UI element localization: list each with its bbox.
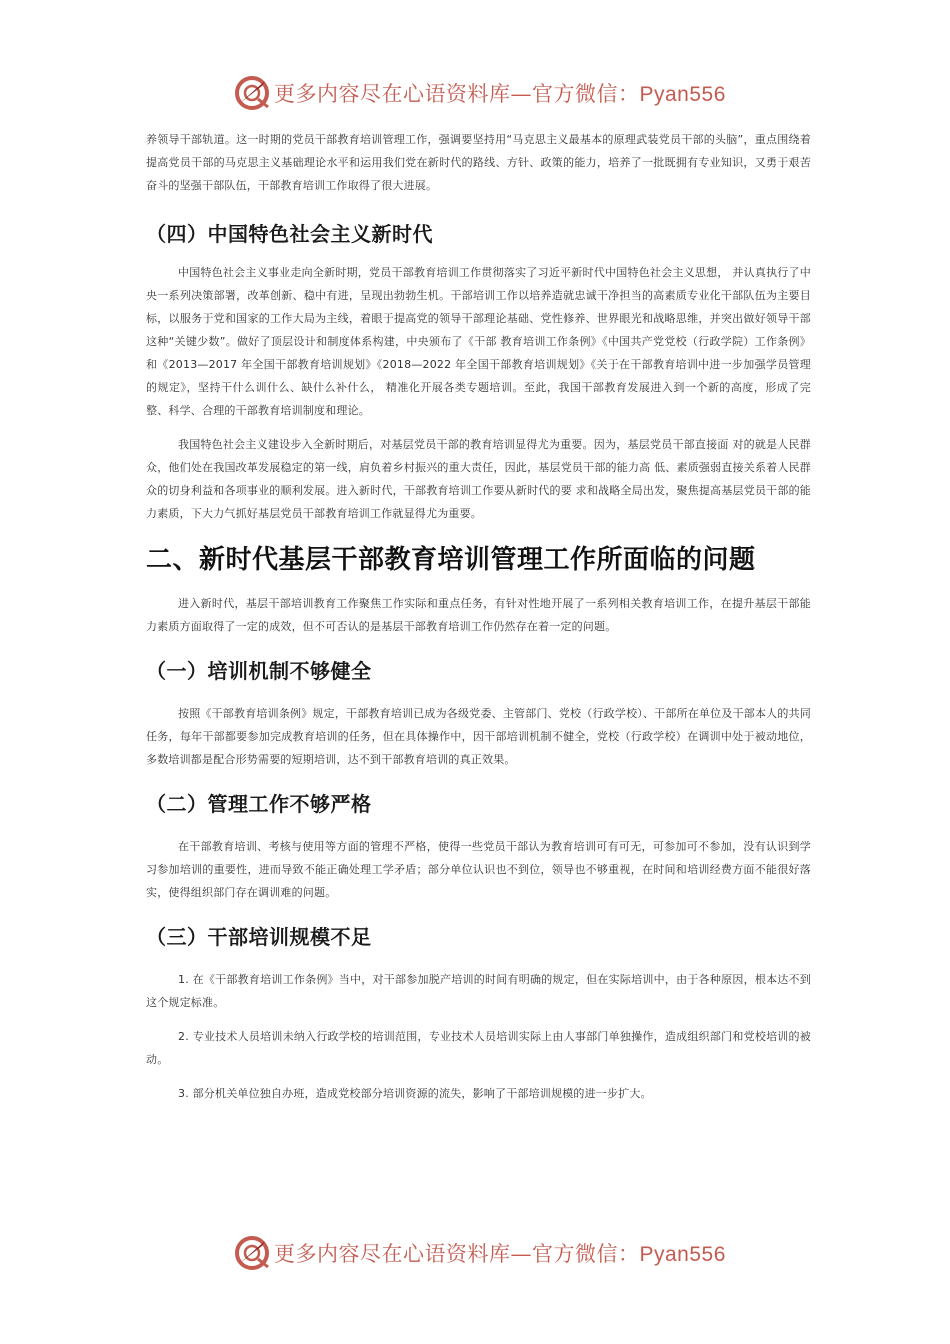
logo-icon [232,73,272,113]
watermark-text: 更多内容尽在心语资料库—官方微信：Pyan556 [274,82,726,106]
section4-paragraph-2: 我国特色社会主义建设步入全新时期后，对基层党员干部的教育培训显得尤为重要。因为，基层党员干部直接面 对的就是人民群众，他们处在我国改革发展稳定的第一线，肩负着乡村振兴的重大责任，因此，基层党员干部的能力高 低、素质强弱直接关系着人民群众的切身利益和各项事业的顺利发展。进入新时代，干部教育培训工作要从新时代的要 求和战略全局出发，聚焦提高基层党员干部的能力素质，下大力气抓好基层党员干部教育培训工作就显得尤为重要。 [146,438,811,520]
subsection2-heading: （二）管理工作不够严格 [146,792,372,816]
subsection2-text: 在干部教育培训、考核与使用等方面的管理不严格，使得一些党员干部认为教育培训可有可无，可参加可不参加，没有认识到学习参加培训的重要性，进而导致不能正确处理工学矛盾；部分单位认识也不到位，领导也不够重视，在时间和培训经费方面不能很好落实，使得组织部门存在调训难的问题。 [146,840,811,899]
watermark-banner-bottom [232,1232,732,1274]
section4-heading: （四）中国特色社会主义新时代 [146,222,433,246]
subsection3-heading: （三）干部培训规模不足 [146,925,372,949]
logo-icon [232,1233,272,1273]
section4-paragraph-1: 中国特色社会主义事业走向全新时期，党员干部教育培训工作贯彻落实了习近平新时代中国特色社会主义思想， 并认真执行了中央一系列决策部署，改革创新、稳中有进，呈现出勃勃生机。干部培训工作以培养造就忠诚干净担当的高素质专业化干部队伍为主要目标，以服务于党和国家的工作大局为主线，着眼于提高党的领导干部理论基础、党性修养、世界眼光和战略思维，并突出做好领导干部这种“关键少数”。做好了顶层设计和制度体系构建，中央颁布了《干部 教育培训工作条例》《中国共产党党校（行政学院）工作条例》和《2013—2017 年全国干部教育培训规划》《2018—2022 年全国干部教育培训规划》《关于在干部教育培训中进一步加强学员管理的规定》，坚持干什么训什么、缺什么补什么， 精准化开展各类专题培训。至此，我国干部教育发展进入到一个新的高度，形成了完整、科学、合理的干部教育培训制度和理论。 [146,266,811,417]
subsection1-heading: （一）培训机制不够健全 [146,659,372,683]
part2-intro: 进入新时代，基层干部培训教育工作聚焦工作实际和重点任务，有针对性地开展了一系列相关教育培训工作，在提升基层干部能力素质方面取得了一定的成效，但不可否认的是基层干部教育培训工作仍然存在着一定的问题。 [146,597,811,633]
intro-paragraph: 养领导干部轨道。这一时期的党员干部教育培训管理工作，强调要坚持用“马克思主义最基本的原理武装党员干部的头脑”，重点围绕着提高党员干部的马克思主义基础理论水平和运用我们党在新时代的路线、方针、政策的能力，培养了一批既拥有专业知识，又勇于艰苦奋斗的坚强干部队伍，干部教育培训工作取得了很大进展。 [146,133,811,192]
part2-heading: 二、新时代基层干部教育培训管理工作所面临的问题 [146,545,756,575]
subsection1-text: 按照《干部教育培训条例》规定，干部教育培训已成为各级党委、主管部门、党校（行政学校）、干部所在单位及干部本人的共同任务，每年干部都要参加完成教育培训的任务，但在具体操作中，因干部培训机制不健全，党校（行政学校）在调训中处于被动地位，多数培训都是配合形势需要的短期培训，达不到干部教育培训的真正效果。 [146,707,811,766]
list-item: 2. 专业技术人员培训未纳入行政学校的培训范围，专业技术人员培训实际上由人事部门单独操作，造成组织部门和党校培训的被动。 [146,1030,811,1066]
watermark-banner-top [232,72,732,114]
watermark-text: 更多内容尽在心语资料库—官方微信：Pyan556 [274,1242,726,1266]
list-item: 3. 部分机关单位独自办班，造成党校部分培训资源的流失，影响了干部培训规模的进一步扩大。 [178,1087,652,1100]
list-item: 1. 在《干部教育培训工作条例》当中，对干部参加脱产培训的时间有明确的规定，但在实际培训中，由于各种原因，根本达不到这个规定标准。 [146,973,811,1009]
